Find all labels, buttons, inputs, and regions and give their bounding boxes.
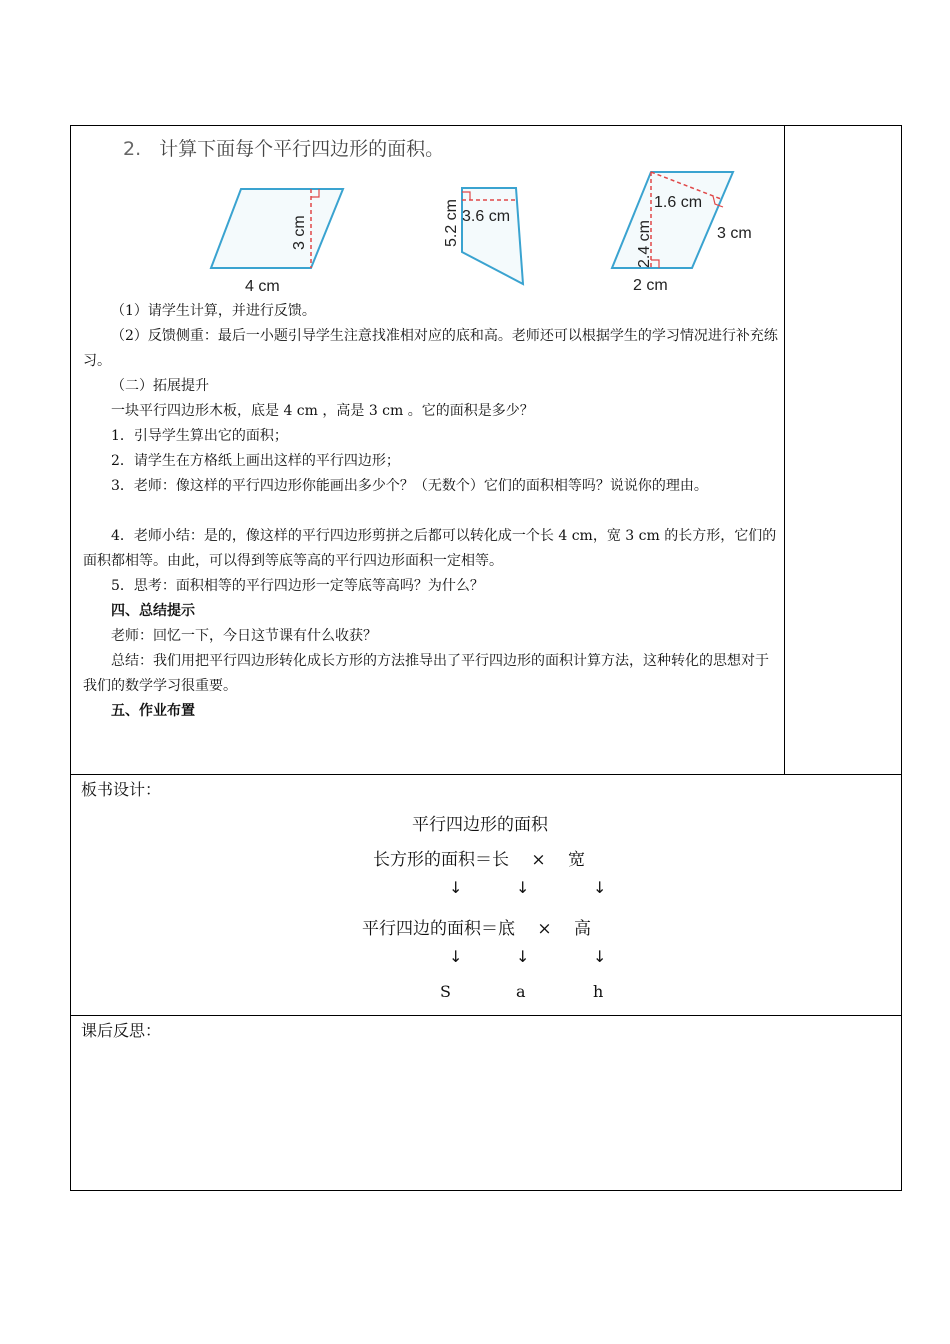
letter-s: S	[440, 982, 451, 1001]
parallelogram-area-formula: 平行四边的面积＝底 × 高	[362, 919, 592, 939]
arrow-down-icon: ↓	[516, 947, 530, 966]
parallelogram-1	[211, 189, 343, 268]
teacher-question: 老师：回忆一下，今日这节课有什么收获？	[111, 628, 377, 644]
exercise-number: 2.	[123, 138, 142, 160]
paragraph-2: （2）反馈侧重：最后一小题引导学生注意找准相对应的底和高。老师还可以根据学生的学习情况进行补充练习。	[83, 328, 778, 369]
parallelogram-2	[462, 188, 523, 284]
step-2: 2．请学生在方格纸上画出这样的平行四边形；	[111, 453, 400, 469]
arrow-down-icon: ↓	[593, 878, 607, 897]
fig3-height-large-label: 2.4 cm	[636, 219, 653, 268]
fig1-base-label: 4 cm	[245, 278, 280, 295]
board-design-label: 板书设计：	[81, 780, 162, 799]
fig2-height-label: 3.6 cm	[462, 208, 511, 225]
arrow-down-icon: ↓	[449, 878, 463, 897]
reflection-label: 课后反思：	[81, 1021, 162, 1040]
section-summary-heading: 四、总结提示	[111, 603, 195, 619]
letter-h: h	[593, 982, 604, 1001]
rectangle-area-formula: 长方形的面积＝长 × 宽	[373, 850, 586, 870]
section-extension-heading: （二）拓展提升	[111, 378, 209, 394]
parallelogram-3	[612, 172, 733, 268]
lesson-table	[70, 125, 902, 1191]
arrow-down-icon: ↓	[593, 947, 607, 966]
reflection-cell	[71, 1016, 901, 1190]
fig2-side-label: 5.2 cm	[443, 198, 460, 247]
summary-text: 总结：我们用把平行四边形转化成长方形的方法推导出了平行四边形的面积计算方法，这种转化的思想对于我们的数学学习很重要。	[83, 653, 769, 694]
step-5: 5．思考：面积相等的平行四边形一定等底等高吗？为什么？	[111, 578, 484, 594]
arrow-down-icon: ↓	[516, 878, 530, 897]
board-design-cell	[71, 775, 901, 1016]
fig3-base-label: 2 cm	[633, 277, 668, 294]
fig3-side-label: 3 cm	[717, 225, 752, 242]
parallelogram-figures	[71, 164, 783, 299]
exercise-heading	[123, 134, 444, 161]
fig3-height-small-label: 1.6 cm	[654, 194, 703, 211]
step-4: 4．老师小结：是的，像这样的平行四边形剪拼之后都可以转化成一个长 4 cm，宽 3 cm 的长方形，它们的面积都相等。由此，可以得到等底等高的平行四边形面积一定相等。	[83, 528, 777, 569]
lesson-content-cell	[71, 126, 901, 775]
paragraph-problem: 一块平行四边形木板，底是 4 cm ，高是 3 cm 。它的面积是多少？	[111, 403, 534, 419]
arrow-down-icon: ↓	[449, 947, 463, 966]
paragraph-1: （1）请学生计算，并进行反馈。	[111, 303, 316, 319]
step-3: 3．老师：像这样的平行四边形你能画出多少个？（无数个）它们的面积相等吗？说说你的理由。	[111, 478, 708, 494]
letter-a: a	[516, 982, 526, 1001]
fig1-height-label: 3 cm	[291, 215, 308, 250]
section-homework-heading: 五、作业布置	[111, 703, 195, 719]
board-title: 平行四边形的面积	[412, 815, 548, 835]
column-divider	[784, 126, 785, 774]
step-1: 1．引导学生算出它的面积；	[111, 428, 288, 444]
exercise-title: 计算下面每个平行四边形的面积。	[159, 138, 445, 160]
